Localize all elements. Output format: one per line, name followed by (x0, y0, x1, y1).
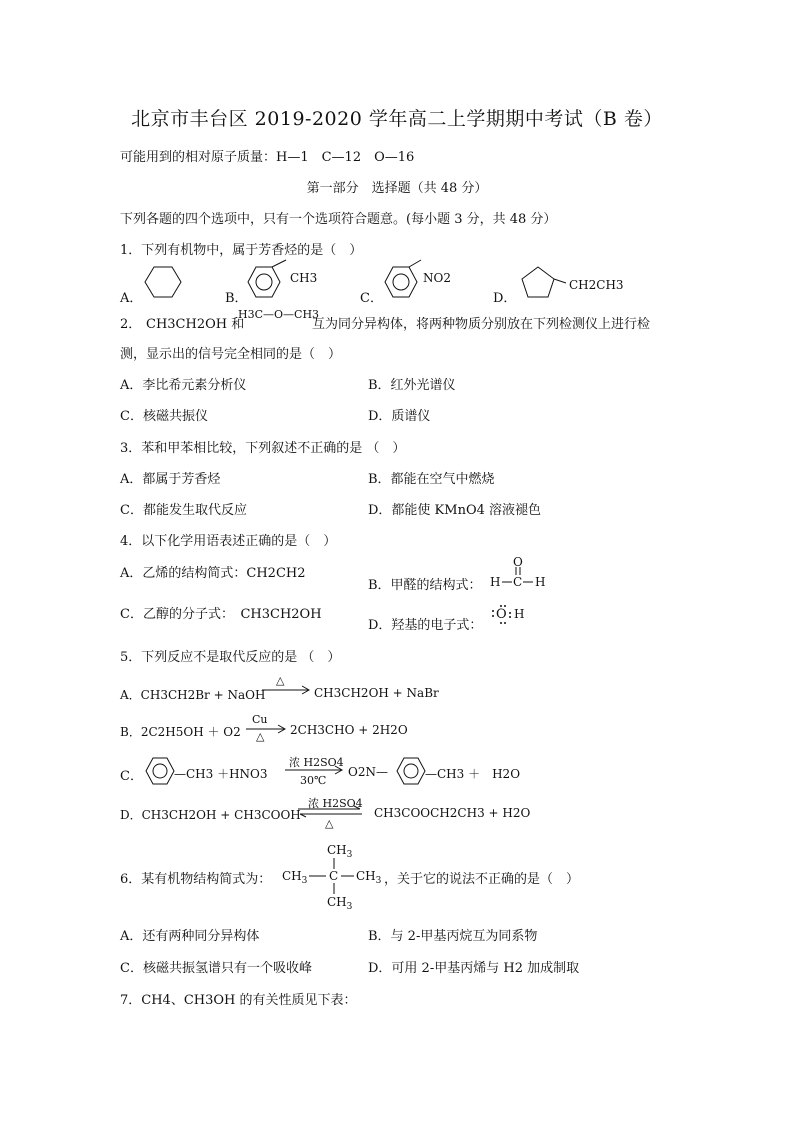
q5-c-nitro-group: O2N— (348, 765, 388, 779)
q5-b-heat: △ (256, 730, 265, 743)
svg-text:C: C (513, 575, 523, 589)
q3-option-d: D．都能使 KMnO4 溶液褪色 (368, 503, 542, 518)
q1-d-substituent: CH2CH3 (569, 278, 624, 292)
q5-d-condition-top: 浓 H2SO4 (308, 797, 363, 810)
q5-b-catalyst: Cu (252, 713, 268, 726)
q2-ethanol: CH3CH2OH 和 (146, 317, 245, 332)
q5-option-c-label: C． (120, 769, 143, 784)
q5-a-reactants: A．CH3CH2Br + NaOH (120, 688, 266, 702)
q5-c-condition-top: 浓 H2SO4 (289, 756, 344, 769)
q5-c-arrow (285, 760, 345, 774)
q4-option-d: D．羟基的电子式： (368, 618, 483, 633)
q5-b-reactants: B．2C2H5OH ＋ O2 (120, 725, 241, 739)
svg-text:CH3: $CH_3$ (356, 869, 382, 886)
q4-stem: 4．以下化学用语表述正确的是（ ） (120, 534, 337, 549)
q4-option-a: A．乙烯的结构简式：CH2CH2 (120, 566, 306, 581)
q1-option-d-label: D． (493, 291, 517, 306)
svg-text:O: O (513, 555, 523, 569)
q5-b-arrow (246, 716, 288, 730)
q5-c-reactants: —CH3 ＋HNO3 (174, 767, 268, 781)
q2-number: 2． (120, 317, 142, 332)
q2-option-d: D．质谱仪 (368, 409, 431, 424)
atomic-mass-note: 可能用到的相对原子质量：H—1 C—12 O—16 (120, 150, 415, 165)
formaldehyde-structure (490, 556, 560, 590)
q6-option-a: A．还有两种同分异构体 (120, 929, 260, 944)
svg-text:H: H (514, 607, 525, 621)
q2-option-c: C．核磁共振仪 (120, 409, 208, 424)
neopentane-structure (282, 840, 386, 912)
q2-stem-suffix: 互为同分异构体，将两种物质分别放在下列检测仪上进行检 (312, 317, 651, 332)
svg-text:CH3: $CH_3$ (327, 843, 353, 860)
q3-stem: 3．苯和甲苯相比较，下列叙述不正确的是 （ ） (120, 441, 406, 456)
q4-option-b: B．甲醛的结构式： (368, 578, 482, 593)
q2-stem-line2: 测，显示出的信号完全相同的是（ ） (120, 347, 342, 362)
q5-c-condition-bottom: 30℃ (300, 774, 327, 787)
q3-option-a: A．都属于芳香烃 (120, 472, 221, 487)
q6-option-b: B．与 2-甲基丙烷互为同系物 (368, 929, 538, 944)
q5-stem: 5．下列反应不是取代反应的是 （ ） (120, 650, 341, 665)
q1-option-b-label: B． (225, 291, 248, 306)
q1-option-a-label: A． (120, 291, 143, 306)
svg-text:C: C (329, 869, 339, 883)
q6-option-d: D．可用 2-甲基丙烯与 H2 加成制取 (368, 961, 580, 976)
section-instructions: 下列各题的四个选项中，只有一个选项符合题意。(每小题 3 分，共 48 分） (120, 212, 557, 227)
q1-c-substituent: NO2 (423, 271, 451, 285)
q1-b-substituent: CH3 (290, 271, 318, 285)
q4-option-c: C．乙醇的分子式： CH3CH2OH (120, 607, 322, 622)
q3-option-c: C．都能发生取代反应 (120, 503, 247, 518)
q5-c-products: —CH3 ＋ H2O (425, 767, 521, 781)
svg-text:CH3: $CH_3$ (327, 895, 353, 912)
svg-text:O: O (496, 607, 507, 622)
q3-option-b: B．都能在空气中燃烧 (368, 472, 495, 487)
svg-text:H: H (490, 575, 501, 589)
q7-stem: 7．CH4、CH3OH 的有关性质见下表： (120, 993, 357, 1008)
q5-a-products: CH3CH2OH + NaBr (314, 686, 439, 700)
q1-stem: 1．下列有机物中，属于芳香烃的是（ ） (120, 243, 363, 258)
cyclohexane-structure (145, 265, 185, 301)
q6-stem-suffix: ，关于它的说法不正确的是（ ） (384, 872, 580, 887)
q5-d-reactants: D．CH3CH2OH + CH3COOH (120, 808, 301, 822)
page-title: 北京市丰台区 2019-2020 学年高二上学期期中考试（B 卷） (131, 108, 663, 130)
q2-option-b: B．红外光谱仪 (368, 378, 456, 393)
section-title: 第一部分 选择题（共 48 分） (306, 181, 488, 196)
q6-option-c: C．核磁共振氢谱只有一个吸收峰 (120, 961, 312, 976)
q6-stem-prefix: 6．某有机物结构简式为： (120, 872, 272, 887)
q2-option-a: A．李比希元素分析仪 (120, 378, 247, 393)
q5-a-heat: △ (276, 674, 285, 687)
hydroxyl-electron-formula (492, 604, 532, 626)
q5-d-heat: △ (325, 817, 334, 830)
q2-dimethyl-ether: H3C—O—CH3 (238, 308, 320, 321)
ethylcyclopentane-structure (520, 266, 570, 302)
q5-b-products: 2CH3CHO + 2H2O (290, 723, 408, 737)
q1-option-c-label: C． (360, 291, 383, 306)
svg-text:H: H (535, 575, 546, 589)
svg-text:CH3: $CH_3$ (282, 869, 308, 886)
q5-a-arrow (262, 676, 312, 698)
q5-d-products: CH3COOCH2CH3 + H2O (374, 806, 531, 820)
